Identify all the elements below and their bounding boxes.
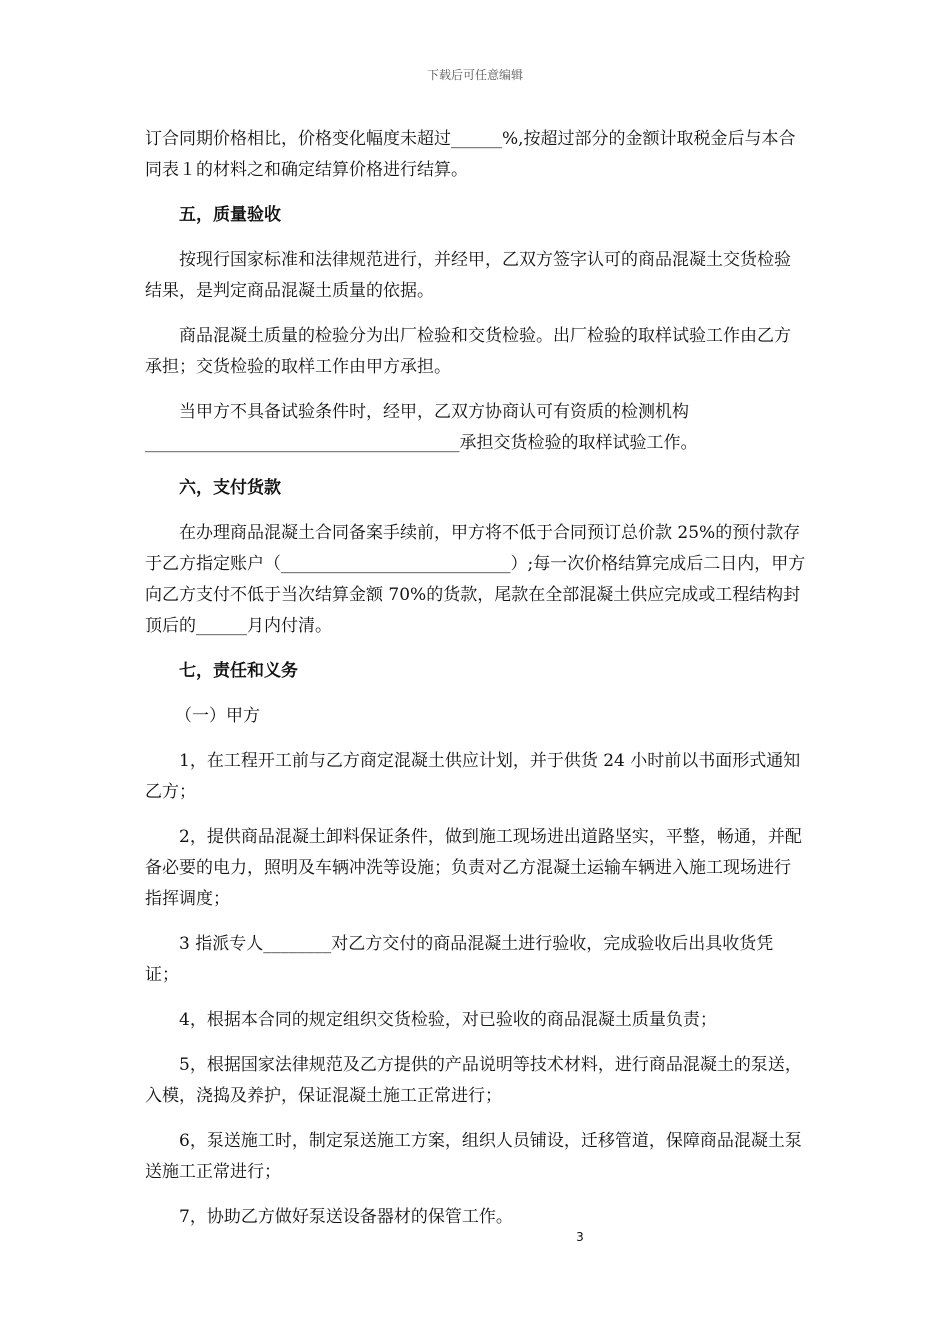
list-item-duty-2: 2，提供商品混凝土卸料保证条件，做到施工现场进出道路坚实，平整，畅通，并配备必要的电力，照明及车辆冲洗等设施；负责对乙方混凝土运输车辆进入施工现场进行指挥调度； <box>145 827 802 909</box>
section-heading-payment: 六，支付货款 <box>179 478 281 498</box>
list-item-duty-3: 3 指派专人________对乙方交付的商品混凝土进行验收，完成验收后出具收货凭证； <box>145 934 774 985</box>
section-heading-duties: 七，责任和义务 <box>179 661 298 681</box>
paragraph-inspection-types: 商品混凝土质量的检验分为出厂检验和交货检验。出厂检验的取样试验工作由乙方承担；交货检验的取样工作由甲方承担。 <box>145 326 791 377</box>
list-item-duty-1: 1，在工程开工前与乙方商定混凝土供应计划，并于供货 24 小时前以书面形式通知乙方； <box>145 751 801 802</box>
paragraph-price-settlement: 订合同期价格相比，价格变化幅度未超过______%,按超过部分的金额计取税金后与本合同表１的材料之和确定结算价格进行结算。 <box>145 129 796 180</box>
section-heading-quality: 五，质量验收 <box>179 205 281 225</box>
document-body <box>145 124 807 1247</box>
paragraph-testing-agency: 当甲方不具备试验条件时，经甲，乙双方协商认可有资质的检测机构_____________________________________承担交货检验的取样试验工作。 <box>145 402 698 453</box>
list-item-duty-7: 7，协助乙方做好泵送设备器材的保管工作。 <box>179 1207 513 1227</box>
list-item-duty-4: 4，根据本合同的规定组织交货检验，对已验收的商品混凝土质量负责； <box>179 1010 717 1030</box>
list-item-duty-6: 6，泵送施工时，制定泵送施工方案，组织人员铺设，迁移管道，保障商品混凝土泵送施工正常进行； <box>145 1131 802 1182</box>
subsection-party-a: （一）甲方 <box>175 706 260 726</box>
page-number: 3 <box>576 1230 584 1244</box>
page-header: 下载后可任意编辑 <box>426 68 523 82</box>
paragraph-payment-terms: 在办理商品混凝土合同备案手续前，甲方将不低于合同预订总价款 25%的预付款存于乙方指定账户（___________________________）;每一次价格结算完成后二日内，甲方向乙方支付不低于当次结算金额 70%的货款，尾款在全部混凝土供应完成或工程结构封顶后的______月内付清。 <box>145 523 806 636</box>
list-item-duty-5: 5，根据国家法律规范及乙方提供的产品说明等技术材料，进行商品混凝土的泵送，入模，浇捣及养护，保证混凝土施工正常进行； <box>145 1055 802 1106</box>
paragraph-quality-basis: 按现行国家标准和法律规范进行，并经甲，乙双方签字认可的商品混凝土交货检验结果，是判定商品混凝土质量的依据。 <box>145 250 791 301</box>
